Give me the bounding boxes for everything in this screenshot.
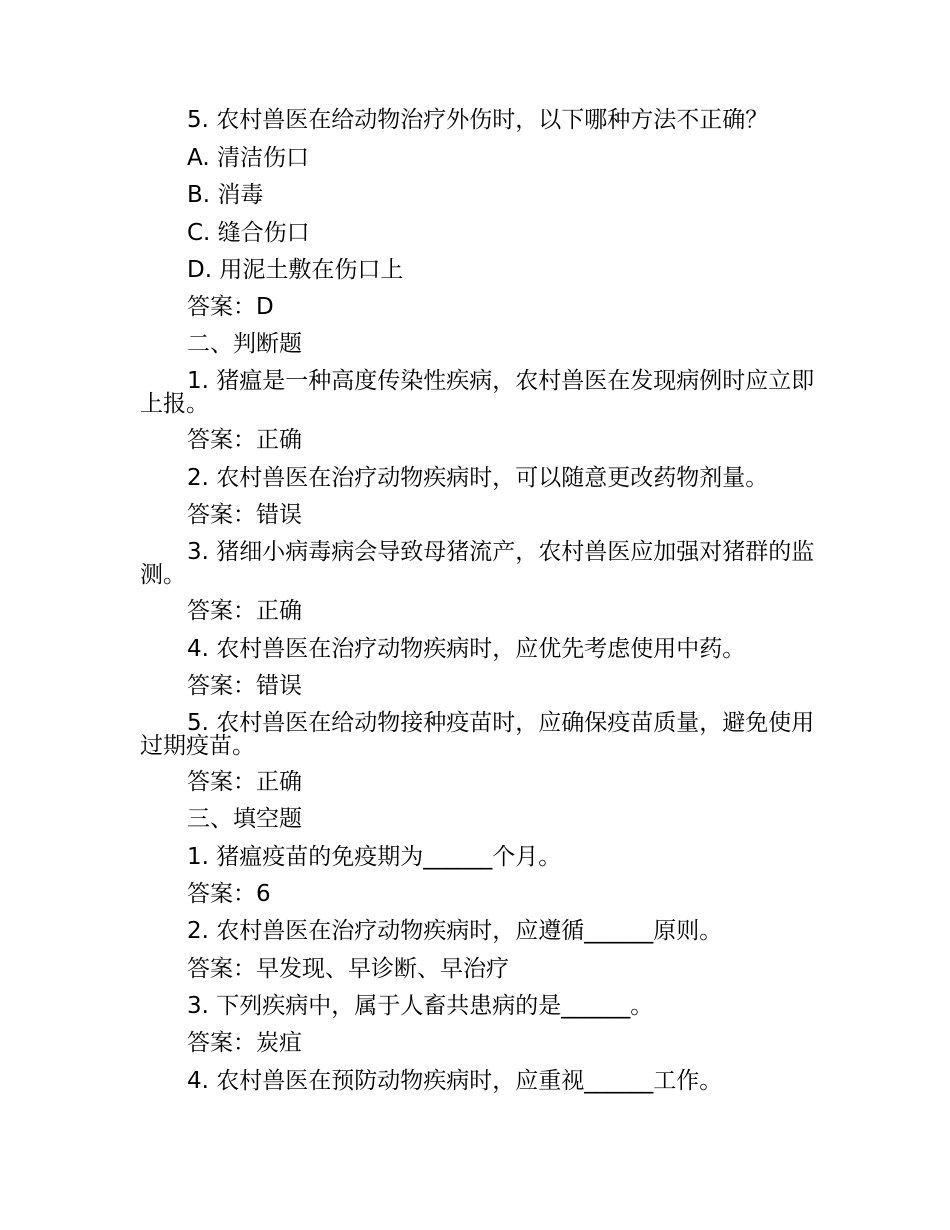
fill-question-2: 2. 农村兽医在治疗动物疾病时，应遵循______原则。 (187, 918, 723, 944)
tf-answer-5: 答案：正确 (187, 769, 302, 795)
tf-question-5: 5. 农村兽医在给动物接种疫苗时，应确保疫苗质量，避免使用过期疫苗。 (140, 710, 815, 759)
option-c: C. 缝合伤口 (187, 220, 310, 246)
fill-answer-2: 答案：早发现、早诊断、早治疗 (187, 956, 509, 982)
tf-question-4: 4. 农村兽医在治疗动物疾病时，应优先考虑使用中药。 (187, 636, 746, 662)
tf-answer-2: 答案：错误 (187, 502, 302, 528)
answer-mc-5: 答案：D (187, 294, 274, 320)
section-heading-fill-blank: 三、填空题 (187, 806, 302, 832)
tf-answer-1: 答案：正确 (187, 427, 302, 453)
tf-question-3: 3. 猪细小病毒病会导致母猪流产，农村兽医应加强对猪群的监测。 (140, 539, 815, 588)
fill-answer-1: 答案：6 (187, 881, 271, 907)
fill-answer-3: 答案：炭疽 (187, 1030, 302, 1056)
section-heading-true-false: 二、判断题 (187, 331, 302, 357)
fill-question-4: 4. 农村兽医在预防动物疾病时，应重视______工作。 (187, 1068, 723, 1094)
option-b: B. 消毒 (187, 182, 264, 208)
fill-question-3: 3. 下列疾病中，属于人畜共患病的是______。 (187, 993, 654, 1019)
tf-answer-4: 答案：错误 (187, 673, 302, 699)
tf-question-1: 1. 猪瘟是一种高度传染性疾病，农村兽医在发现病例时应立即上报。 (140, 368, 815, 417)
fill-question-1: 1. 猪瘟疫苗的免疫期为______个月。 (187, 844, 562, 870)
option-d: D. 用泥土敷在伤口上 (187, 257, 404, 283)
question-5-mc: 5. 农村兽医在给动物治疗外伤时，以下哪种方法不正确？ (187, 107, 769, 133)
option-a: A. 清洁伤口 (187, 145, 309, 171)
tf-answer-3: 答案：正确 (187, 598, 302, 624)
tf-question-2: 2. 农村兽医在治疗动物疾病时，可以随意更改药物剂量。 (187, 465, 769, 491)
